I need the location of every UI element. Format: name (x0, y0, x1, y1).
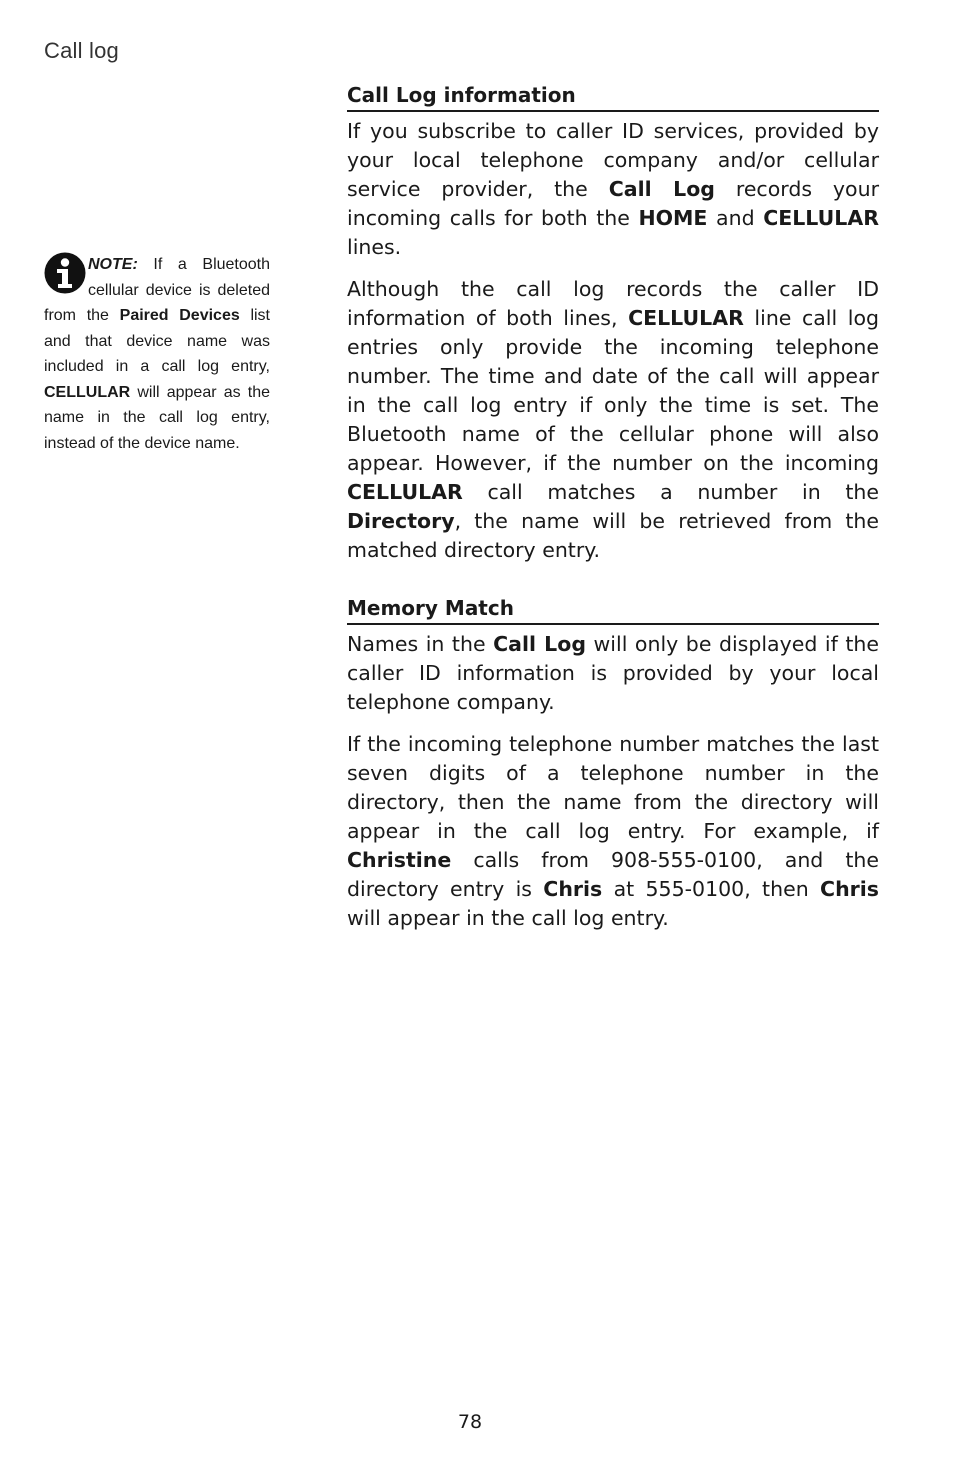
running-header: Call log (44, 38, 119, 63)
section-title-memory-match: Memory Match (347, 595, 879, 625)
bold-term: Paired Devices (119, 307, 240, 324)
paragraph-call-log-2 (347, 275, 879, 565)
text-run: If a Bluetooth cellular device is deleted from the (44, 256, 270, 324)
paragraph-call-log-1 (347, 117, 879, 262)
text-run: records your incoming calls for both the (347, 177, 879, 230)
note-label: NOTE: (88, 256, 138, 273)
bold-term: CELLULAR (763, 206, 879, 230)
text-run: will only be displayed if the caller ID information is provided by your local telephone company. (347, 632, 879, 714)
bold-term: CELLULAR (347, 480, 463, 504)
text-run: call matches a number in the (462, 480, 879, 504)
text-run: Names in the (347, 632, 494, 656)
bold-term: CELLULAR (44, 383, 131, 401)
text-run: and (707, 206, 764, 230)
page-number: 78 (457, 1411, 483, 1433)
text-run: If the incoming telephone number matches the last seven digits of a telephone number in the directory, then the name from the directory will appear in the call log entry. For example, if (347, 732, 879, 843)
text-run: list and that device name was included in a call log entry, (44, 307, 270, 375)
section-title-call-log-information: Call Log information (347, 82, 879, 112)
text-run: calls from 908-555-0100, and the directory entry is (347, 848, 879, 901)
text-run: If you subscribe to caller ID services, provided by your local telephone company and/or cellular service provider, the (347, 119, 879, 201)
bold-term: Call Log (608, 177, 715, 201)
bold-term: Chris (543, 877, 603, 901)
note-box (44, 252, 270, 456)
bold-term: Call Log (493, 632, 586, 656)
text-run: , the name will be retrieved from the matched directory entry. (347, 509, 879, 562)
paragraph-memory-match-1 (347, 630, 879, 717)
text-run: will appear as the name in the call log entry, instead of the device name. (44, 383, 270, 452)
bold-term: Directory (347, 509, 455, 533)
bold-term: HOME (638, 206, 708, 230)
main-content (347, 82, 879, 933)
text-run: Although the call log records the caller ID information of both lines, (347, 277, 879, 330)
bold-term: Chris (820, 877, 880, 901)
bold-term: CELLULAR (628, 306, 744, 330)
paragraph-memory-match-2 (347, 730, 879, 933)
text-run: line call log entries only provide the incoming telephone number. The time and date of the call will appear in the call log entry if only the time is set. The Bluetooth name of the cellular phone will also appear. However, if the number on the incoming (347, 306, 879, 475)
text-run: lines. (347, 235, 402, 259)
text-run: will appear in the call log entry. (347, 906, 669, 930)
info-icon (44, 252, 86, 294)
bold-term: Christine (347, 848, 452, 872)
text-run: at 555-0100, then (602, 877, 821, 901)
section-spacer (347, 565, 879, 595)
